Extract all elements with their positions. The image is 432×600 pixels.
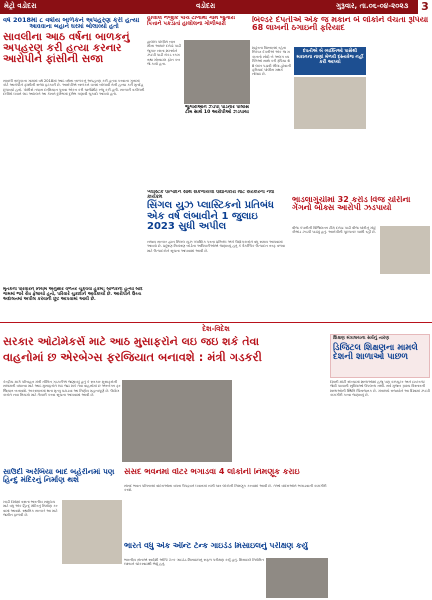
story2-header (147, 16, 251, 38)
story3-header (252, 16, 430, 44)
story3-body-right (368, 46, 430, 196)
section-title: દેશ-વિદેશ (170, 323, 262, 335)
story3-headline: બિલ્ડર દંપતીએ એક જ મકાન બે લોકોને વેચતા રૂપિયા 68 લાખની ઠગાઇની ફરિયાદ (252, 16, 429, 33)
masthead-date: ગુરૂવાર, તા.૦૬-૦૪-૨૦૨૩ (336, 2, 409, 10)
story8-headline: સાઉદી અરેબિયા બાદ બહેરીનમાં પણ હિન્દુ મંદિરનું નિર્માણ થશે (3, 468, 115, 484)
story8-body: ખાડી દેશોમાં વસતા ભારતીય સમુદાય માટે વધુ એક હિન્દુ મંદિરનું નિર્માણ કરવામાં આવશે. સ્થાનિક સરકારે આ માટે જમીન ફાળવી છે. (3, 500, 58, 518)
story1-body: સાવલી તાલુકાના ગામમાં વર્ષ 2018માં આઠ વર્ષના બાળકનું અપહરણ કરી હત્યા કરવાના ગુનામાં કોર્ટે આરોપીને ફાંસીની સજા ફટકારી છે. આરોપીએ બાળકને ઘરમાં બોલાવી તેની હત્યા કરી મૃતદેહ છુપાવ્યો હતો. પોલીસે તપાસ દરમિયાન પુરાવા એકત્ર કરી ચાર્જશીટ રજૂ કરી હતી. સરકારી વકીલની દલીલો ધ્યાને લઇ અદાલતે આ કેસને દુર્લભમાં દુર્લભ ગણાવી ચુકાદો આપ્યો હતો. (3, 79, 145, 97)
story1-headline: સાવલીના આઠ વર્ષના બાળકનું અપહરણ કરી હત્યા કરનાર આરોપીને ફાંસીની સજા (3, 31, 130, 66)
story10-headline: ભારતે વધુ એક એન્ટિ ટેન્ક ગાઇડેડ મિસાઇલનું પરીક્ષણ કર્યું (124, 542, 308, 550)
story8-photo (62, 500, 122, 564)
story6-header (3, 336, 327, 378)
story7-header (330, 334, 430, 378)
story2-kicker: હાલોલ નજીક પાંચ ટોળામાં ગામે જુગારી (147, 16, 236, 21)
story1-highlight: મૃતકના પરિવારને નિયમ અનુસાર વળતર ચૂકવવા હુકમ: બાળકની હત્યા બાદ ગામમાં ભારે રોષ ફેલાયો હતો, પરિવારે ચુકાદાને આવકાર્યો છે. આરોપીને ઉચ્ચ અદાલતમાં અપીલ કરવાની છૂટ આપવામાં આવી છે. (3, 287, 143, 303)
story1-kicker2: આવવાના બહાને ઘરમાં બોલાવ્યો હતો (29, 22, 119, 30)
story3-photo (294, 77, 366, 129)
story9-header (124, 468, 328, 482)
story8-header (3, 468, 121, 498)
masthead-left: મેટ્રો વડોદરા (4, 2, 37, 10)
masthead-center: વડોદરા (196, 2, 216, 10)
story2-kicker2: પિત્તાને પકડાતાં હાલોલના ગોળીબારી (147, 20, 226, 27)
story4-body: રાજ્ય સરકાર દ્વારા સિંગલ યુઝ પ્લાસ્ટિક પરના પ્રતિબંધ અંગે ઉદ્યોગકારોને વધુ સમય આપવામાં આવ્યો છે. પ્રદૂષણ નિયંત્રણ બોર્ડના અધિકારીઓએ જણાવ્યું હતું કે વૈકલ્પિક ઉત્પાદન તરફ વળવા માટે ઉત્પાદકોને સૂચના આપવામાં આવી છે. (147, 240, 286, 253)
masthead-bar (0, 0, 432, 14)
story3-body-left: શહેરના વિસ્તારમાં રહેતા બિલ્ડર દંપતીએ એક જ મકાનનો સોદો બે અલગ વ્યક્તિઓ સાથે કરી રૂપિયા 68 લાખ પડાવી લીધા હોવાની ફરિયાદ પોલીસ મથકે નોંધાઇ છે. (252, 46, 291, 77)
story10-header (124, 542, 328, 556)
story6-photo (122, 380, 232, 462)
story7-kicker: શિક્ષણ મંત્રાલયના સર્વેનું તારણ (333, 336, 390, 341)
story7-body: દેશની મોટી સંખ્યામાં શાળાઓમાં હજુ પણ કમ્પ્યુટર અને ઇન્ટરનેટ જેવી પાયાની સુવિધાઓ ઉપલબ્ધ નથી. સર્વે મુજબ ગ્રામ્ય વિસ્તારની શાળાઓની સ્થિતિ ચિંતાજનક છે. મંત્રાલયે રાજ્યોને આ દિશામાં ઝડપી કામગીરી કરવા જણાવ્યું છે. (330, 380, 430, 398)
story4-header (147, 190, 287, 238)
story7-headline: ડિજિટલ શિક્ષણના મામલે દેશની શાળાઓ પાછળ (333, 342, 418, 362)
story6-body: કેન્દ્રીય માર્ગ પરિવહન મંત્રી નીતિન ગડકરીએ જણાવ્યું હતું કે સરકાર મુસાફરોની સલામતી વધારવા માટે આઠ મુસાફરોને લઇ જઇ શકે તેવા વાહનોમાં છ એરબેગ્સ ફરજિયાત બનાવશે. અકસ્માતમાં થતા મૃત્યુ ઘટાડવા આ નિર્ણય મહત્વપૂર્ણ છે. ઉદ્યોગકારોને નવા નિયમો માટે તૈયારી કરવા સૂચના આપવામાં આવી છે. (3, 380, 121, 398)
story5-photo (380, 226, 430, 274)
story2-body: હાલોલ પોલીસે બાતમીના આધારે દરોડો પાડી જુગાર રમતા શખ્સોને ઝડપી પાડી રોકડ રકમ તથા મોબાઇલ ફોન કબજે કર્યા હતા. (147, 40, 181, 67)
story9-headline: સંસદ ભવનમાં વોટર ભગાડવા 4 લોકોની નિમણૂક કરાઇ (124, 468, 300, 476)
story4-headline: સિંગલ યુઝ પ્લાસ્ટિકનો પ્રતિબંધ એક વર્ષ લંબાવીને 1 જુલાઇ 2023 સુધી અપીલ (147, 200, 275, 233)
story9-body: સંસદ ભવન પરિસરમાં વાંદરાઓના વધતા ઉપદ્રવને ધ્યાનમાં રાખી ચાર લોકોની નિમણૂક કરવામાં આવી છે. તેઓ વાંદરાઓને ભગાડવાની કામગીરી કરશે. (124, 484, 327, 493)
page-number: 3 (418, 0, 432, 14)
story1-header (3, 17, 145, 77)
story10-body: ભારતીય સેનાએ સ્વદેશી એન્ટિ ટેન્ક ગાઇડેડ મિસાઇલનું સફળ પરીક્ષણ કર્યું હતું. મિસાઇલે નિર્ધારિત લક્ષ્યને ચોકસાઇથી ભેદ્યું હતું. (124, 558, 264, 567)
story2-photo (184, 40, 250, 104)
story3-box: દંપતીએ બે વ્યક્તિઓ પાસેથી મકાનના નાણાં મેળવી દસ્તાવેજ નહીં કરી આપ્યો (294, 47, 366, 75)
story4-kicker: પ્લાસ્ટિક ઉત્પાદન સાથે સંકળાયેલા ઉદ્યોગકારો માટે સરકારનો નવો કાર્યક્રમ (147, 190, 275, 201)
story6-headline-2: વાહનોમાં છ એરબેગ્સ ફરજિયાત બનાવશે : મંત્રી ગડકરી (3, 349, 262, 364)
story1-kicker: વર્ષ 2018માં ૮ વર્ષીય બાળકને અપહરણ કરી હત્યા (3, 17, 140, 24)
story2-body-2 (184, 130, 250, 190)
story5-headline: ભાડલાગુંચીમાં 32 કરોડ વિજ ચોરીના ગેંગનો બોક્સ આરોપી ઝડપાયો (292, 196, 411, 213)
story6-body-2 (234, 380, 328, 466)
story5-body: વીજ કંપનીની વિજિલન્સ ટીમે દરોડા પાડી વીજ ચોરીનું મોટું કૌભાંડ ઝડપી પાડ્યું હતું. આરોપીની પૂછપરછ ચાલી રહી છે. (292, 226, 377, 235)
story6-headline-1: સરકાર ઓટોમેકર્સ માટે આઠ મુસાફરોને લઇ જઇ શકે તેવા (3, 336, 260, 348)
story10-photo (266, 558, 328, 598)
story2-caption: જુગારીઓને ઝડપી પાડનાર પોલીસ ટીમ સાથે 10 આરોપીઓ ઝડપાયા (185, 105, 249, 116)
story5-header (292, 196, 430, 224)
